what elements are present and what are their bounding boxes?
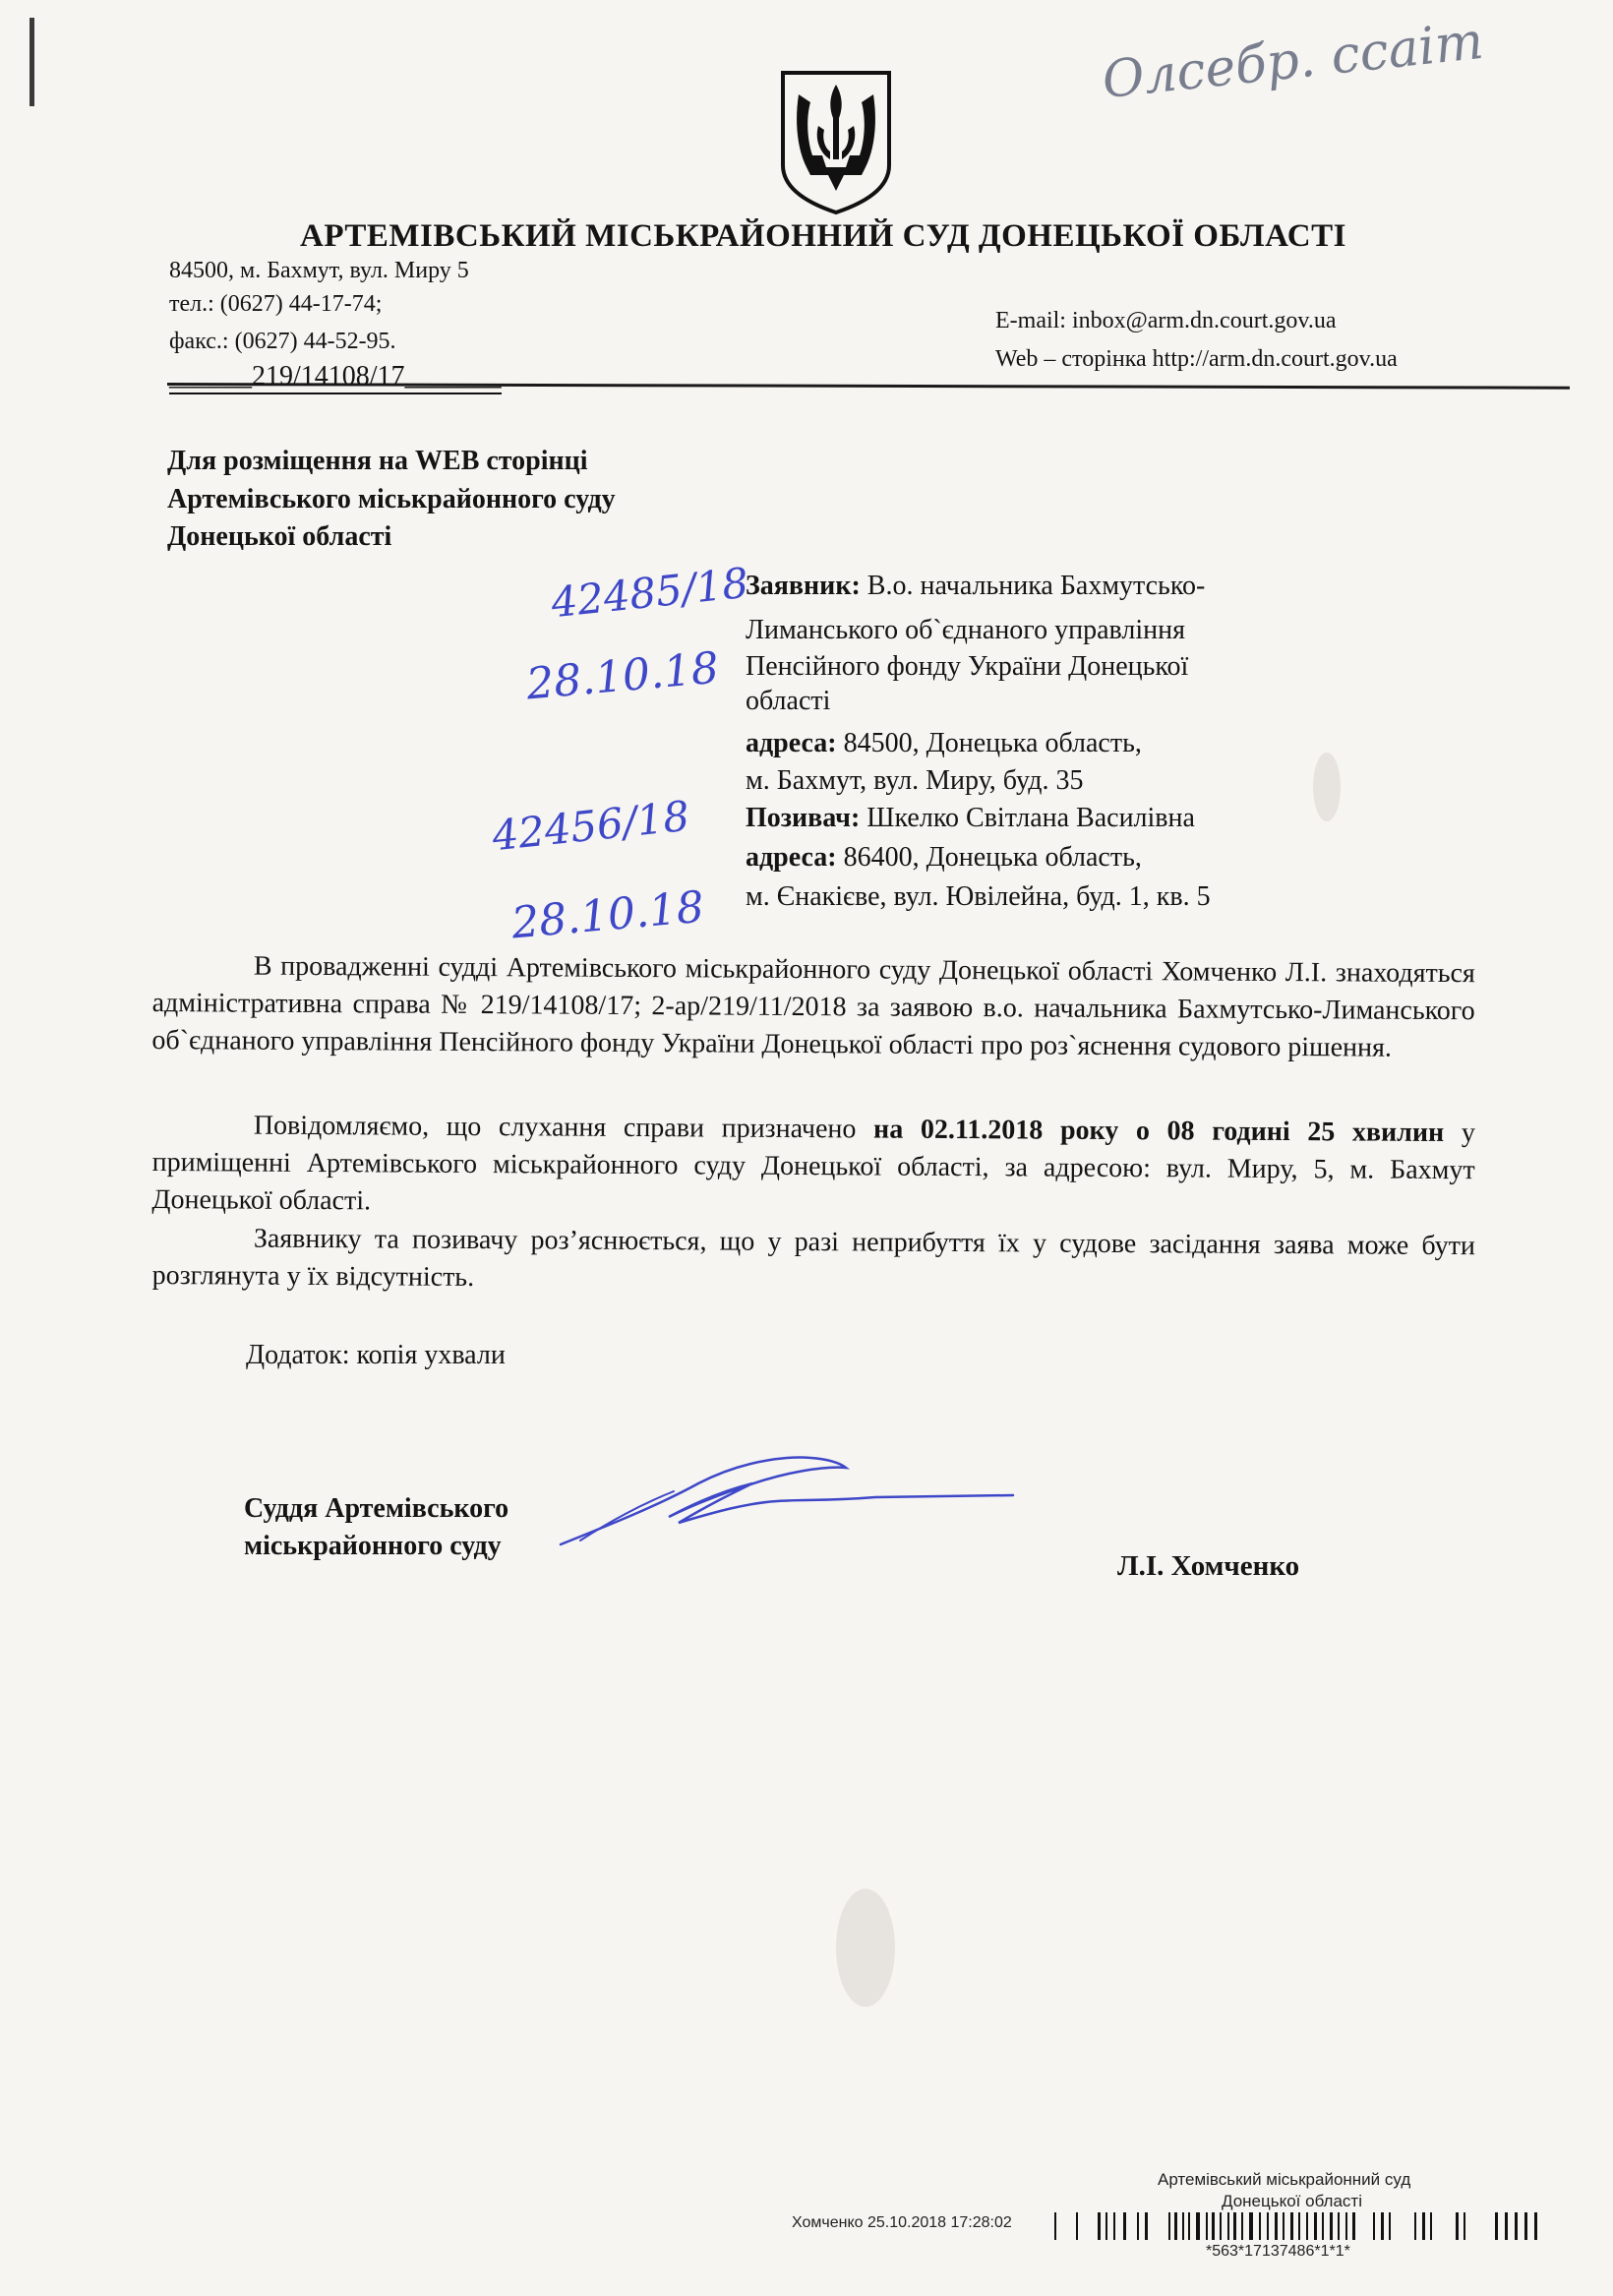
body-paragraph-2 (151, 1107, 1475, 1227)
plaintiff-address-label: адреса: (746, 842, 837, 873)
applicant-address-text1: 84500, Донецька область, (836, 728, 1142, 758)
signature-title-line2: міськрайонного суду (244, 1531, 502, 1561)
plaintiff-address-text1: 86400, Донецька область, (836, 842, 1142, 873)
judge-name: Л.І. Хомченко (1117, 1550, 1300, 1582)
document-number-suffix: _______ (405, 361, 502, 394)
handwritten-signature (551, 1446, 1023, 1554)
body-paragraph-2-text-start: Повідомляємо, що слухання справи призначено (253, 1110, 874, 1145)
applicant-line2: Лиманського об`єднаного управління (746, 615, 1185, 645)
publication-note-line2: Артемівського міськрайонного суду (167, 484, 616, 514)
body-paragraph-1 (151, 947, 1475, 1067)
applicant-label: Заявник: (746, 571, 861, 601)
handwritten-registration-date-1: 28.10.18 (524, 642, 721, 710)
handwritten-registration-number-2: 42456/18 (489, 791, 692, 861)
court-fax: факс.: (0627) 44-52-95. (169, 329, 396, 354)
applicant-text1: В.о. начальника Бахмутсько- (860, 571, 1206, 601)
footer-court-line1: Артемівський міськрайонний суд (1158, 2170, 1411, 2189)
applicant-address-label: адреса: (746, 728, 837, 758)
court-phone: тел.: (0627) 44-17-74; (169, 291, 383, 317)
scan-smudge (836, 1889, 895, 2007)
barcode-icon (1052, 2212, 1539, 2240)
court-website: Web – сторінка http://arm.dn.court.gov.ua (995, 346, 1398, 372)
document-number: 219/14108/17 (252, 361, 405, 394)
document-number-prefix: ______ (169, 361, 252, 394)
scan-edge-mark (30, 18, 34, 106)
attachment-note: Додаток: копія ухвали (246, 1340, 506, 1370)
body-paragraph-3 (152, 1220, 1475, 1302)
handwritten-registration-date-2: 28.10.18 (509, 881, 706, 949)
body-paragraph-1-text: В провадженні судді Артемівського міськрайонного суду Донецької області Хомченко Л.І. знаходяться адміністративна справа № 219/14108/17; 2-ар/219/11/2018 за заявою в.о. начальника Бахмутсько-Лиманського об`єднаного управління Пенсійного фонду України Донецької області про роз`яснення судового рішення. (151, 950, 1475, 1063)
plaintiff-label: Позивач: (746, 803, 861, 833)
scan-smudge (1313, 753, 1341, 821)
court-name: АРТЕМІВСЬКИЙ МІСЬКРАЙОННИЙ СУД ДОНЕЦЬКОЇ ОБЛАСТІ (300, 218, 1346, 254)
body-paragraph-2-text-end: у приміщенні Артемівського міськрайонного суду Донецької області, за адресою: вул. Миру, 5, м. Бахмут Донецької області. (151, 1118, 1475, 1217)
court-email: E-mail: inbox@arm.dn.court.gov.ua (995, 308, 1337, 333)
publication-note-line1: Для розміщення на WEB сторінці (167, 446, 588, 476)
applicant-address-line2: м. Бахмут, вул. Миру, буд. 35 (746, 765, 1084, 796)
handwritten-registration-number-1: 42485/18 (548, 558, 751, 628)
footer-court-line2: Донецької області (1222, 2192, 1362, 2210)
plaintiff-address-line2: м. Єнакієве, вул. Ювілейна, буд. 1, кв. 5 (746, 881, 1211, 912)
coat-of-arms-icon (777, 69, 895, 216)
hearing-datetime: на 02.11.2018 року о 08 годині 25 хвилин (873, 1114, 1445, 1149)
applicant-line3: Пенсійного фонду України Донецької (746, 651, 1189, 682)
document-timestamp: Хомченко 25.10.2018 17:28:02 (792, 2214, 1012, 2231)
document-number-line (169, 361, 502, 394)
applicant-line1 (746, 571, 1205, 602)
publication-note-line3: Донецької області (167, 521, 392, 552)
handwritten-corner-note: Олсебр. ссаіт (1099, 11, 1486, 111)
applicant-line4: області (746, 686, 831, 716)
plaintiff-name: Шкелко Світлана Василівна (860, 803, 1195, 833)
plaintiff-address-line1 (746, 842, 1142, 874)
barcode-code: *563*17137486*1*1* (1206, 2243, 1350, 2260)
plaintiff-line (746, 803, 1195, 834)
court-address: 84500, м. Бахмут, вул. Миру 5 (169, 258, 469, 283)
signature-title-line1: Суддя Артемівського (244, 1493, 509, 1524)
applicant-address-line1 (746, 728, 1142, 759)
body-paragraph-3-text: Заявнику та позивачу роз’яснюється, що у разі неприбуття їх у судове засідання заява може бути розглянута у їх відсутність. (151, 1223, 1475, 1293)
